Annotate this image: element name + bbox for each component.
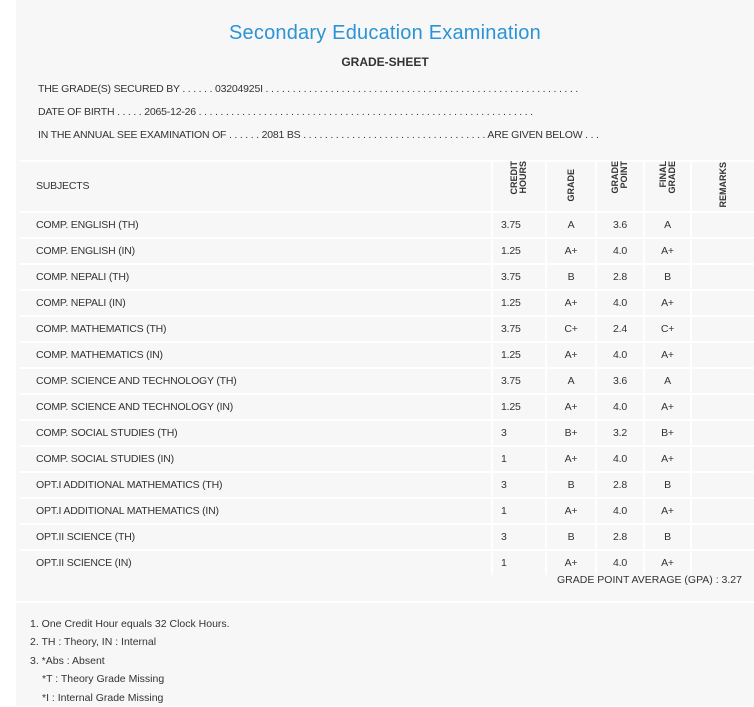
table-row <box>20 290 754 316</box>
table-row <box>20 420 754 446</box>
cell-remarks <box>691 290 754 316</box>
table-row <box>20 316 754 342</box>
header-credit-hours: CREDIT HOURS <box>509 160 528 194</box>
cell-remarks <box>691 264 754 290</box>
cell-credit-hours: 3.75 <box>492 316 546 342</box>
cell-grade: A+ <box>546 290 596 316</box>
cell-grade: B <box>546 472 596 498</box>
cell-subject: OPT.II SCIENCE (TH) <box>20 524 492 550</box>
cell-remarks <box>691 394 754 420</box>
grade-sheet-heading: GRADE-SHEET <box>341 55 429 69</box>
cell-subject: COMP. MATHEMATICS (IN) <box>20 342 492 368</box>
cell-grade-point: 3.6 <box>596 212 644 238</box>
cell-final-grade: A <box>644 212 691 238</box>
cell-grade: A <box>546 368 596 394</box>
table-row <box>20 472 754 498</box>
cell-subject: OPT.I ADDITIONAL MATHEMATICS (IN) <box>20 498 492 524</box>
cell-subject: COMP. ENGLISH (IN) <box>20 238 492 264</box>
cell-grade-point: 4.0 <box>596 290 644 316</box>
cell-grade-point: 4.0 <box>596 498 644 524</box>
table-row <box>20 524 754 550</box>
cell-remarks <box>691 472 754 498</box>
cell-credit-hours: 1.25 <box>492 238 546 264</box>
note-item: 1. One Credit Hour equals 32 Clock Hours. <box>30 618 230 630</box>
cell-credit-hours: 3.75 <box>492 368 546 394</box>
cell-final-grade: A+ <box>644 498 691 524</box>
cell-credit-hours: 1 <box>492 446 546 472</box>
cell-grade: B <box>546 524 596 550</box>
cell-remarks <box>691 446 754 472</box>
cell-credit-hours: 3 <box>492 472 546 498</box>
cell-final-grade: B <box>644 524 691 550</box>
table-row <box>20 264 754 290</box>
cell-credit-hours: 1 <box>492 550 546 575</box>
table-row <box>20 446 754 472</box>
cell-credit-hours: 3.75 <box>492 264 546 290</box>
cell-final-grade: B+ <box>644 420 691 446</box>
cell-final-grade: A+ <box>644 238 691 264</box>
table-row <box>20 238 754 264</box>
cell-subject: OPT.II SCIENCE (IN) <box>20 550 492 575</box>
cell-subject: COMP. SCIENCE AND TECHNOLOGY (TH) <box>20 368 492 394</box>
cell-grade-point: 4.0 <box>596 550 644 575</box>
divider <box>16 601 754 603</box>
cell-grade-point: 3.2 <box>596 420 644 446</box>
cell-credit-hours: 1.25 <box>492 394 546 420</box>
cell-credit-hours: 1 <box>492 498 546 524</box>
cell-remarks <box>691 212 754 238</box>
cell-final-grade: A+ <box>644 394 691 420</box>
cell-grade-point: 4.0 <box>596 446 644 472</box>
cell-final-grade: A+ <box>644 342 691 368</box>
cell-credit-hours: 1.25 <box>492 290 546 316</box>
cell-grade: A+ <box>546 342 596 368</box>
grades-table <box>20 160 754 575</box>
cell-final-grade: B <box>644 264 691 290</box>
table-row <box>20 342 754 368</box>
cell-credit-hours: 1.25 <box>492 342 546 368</box>
cell-remarks <box>691 316 754 342</box>
header-remarks: REMARKS <box>717 162 728 208</box>
cell-subject: COMP. NEPALI (IN) <box>20 290 492 316</box>
cell-final-grade: B <box>644 472 691 498</box>
cell-grade: A <box>546 212 596 238</box>
cell-final-grade: A+ <box>644 550 691 575</box>
cell-final-grade: C+ <box>644 316 691 342</box>
cell-grade-point: 4.0 <box>596 394 644 420</box>
cell-subject: OPT.I ADDITIONAL MATHEMATICS (TH) <box>20 472 492 498</box>
table-row <box>20 368 754 394</box>
note-item: *T : Theory Grade Missing <box>42 673 165 686</box>
cell-grade: B+ <box>546 420 596 446</box>
header-grade: GRADE <box>565 168 576 202</box>
cell-credit-hours: 3.75 <box>492 212 546 238</box>
cell-remarks <box>691 342 754 368</box>
cell-final-grade: A <box>644 368 691 394</box>
table-row <box>20 550 754 575</box>
cell-remarks <box>691 524 754 550</box>
note-item: 2. TH : Theory, IN : Internal <box>30 636 157 649</box>
cell-remarks <box>691 420 754 446</box>
cell-grade-point: 3.6 <box>596 368 644 394</box>
header-grade-point: GRADE POINT <box>610 160 629 194</box>
cell-grade-point: 2.8 <box>596 472 644 498</box>
cell-subject: COMP. SOCIAL STUDIES (TH) <box>20 420 492 446</box>
cell-grade: B <box>546 264 596 290</box>
cell-remarks <box>691 368 754 394</box>
cell-remarks <box>691 238 754 264</box>
cell-credit-hours: 3 <box>492 524 546 550</box>
cell-grade: A+ <box>546 238 596 264</box>
table-row <box>20 212 754 238</box>
exam-title: Secondary Education Examination <box>229 22 541 44</box>
cell-subject: COMP. SOCIAL STUDIES (IN) <box>20 446 492 472</box>
header-subjects: SUBJECTS <box>20 161 492 212</box>
table-row <box>20 498 754 524</box>
cell-grade-point: 2.8 <box>596 264 644 290</box>
note-item: 3. *Abs : Absent <box>30 654 105 667</box>
note-item: *I : Internal Grade Missing <box>42 691 164 704</box>
cell-grade: A+ <box>546 446 596 472</box>
cell-final-grade: A+ <box>644 446 691 472</box>
cell-grade: C+ <box>546 316 596 342</box>
table-header-row <box>20 161 754 212</box>
cell-credit-hours: 3 <box>492 420 546 446</box>
table-row <box>20 394 754 420</box>
cell-grade: A+ <box>546 550 596 575</box>
secured-by-line: THE GRADE(S) SECURED BY . . . . . . 03204925I . . . . . . . . . . . . . . . . . . . . . . . . . . . . . . . . . . . . . . . . . . . . . . . . . . . . . . . . . . <box>38 83 579 95</box>
cell-subject: COMP. ENGLISH (TH) <box>20 212 492 238</box>
notes <box>30 615 230 707</box>
grade-sheet-panel <box>16 0 754 706</box>
cell-grade: A+ <box>546 394 596 420</box>
cell-remarks <box>691 550 754 575</box>
header-final-grade: FINAL GRADE <box>657 160 677 194</box>
cell-subject: COMP. SCIENCE AND TECHNOLOGY (IN) <box>20 394 492 420</box>
cell-grade-point: 2.4 <box>596 316 644 342</box>
examination-line: IN THE ANNUAL SEE EXAMINATION OF . . . . . . 2081 BS . . . . . . . . . . . . . . . . . . . . . . . . . . . . . . . . . . ARE GIVEN BELOW . . . <box>38 129 599 141</box>
cell-grade-point: 2.8 <box>596 524 644 550</box>
gpa-value: GRADE POINT AVERAGE (GPA) : 3.27 <box>557 574 742 586</box>
cell-subject: COMP. MATHEMATICS (TH) <box>20 316 492 342</box>
cell-grade-point: 4.0 <box>596 342 644 368</box>
cell-grade-point: 4.0 <box>596 238 644 264</box>
cell-final-grade: A+ <box>644 290 691 316</box>
cell-grade: A+ <box>546 498 596 524</box>
cell-subject: COMP. NEPALI (TH) <box>20 264 492 290</box>
cell-remarks <box>691 498 754 524</box>
date-of-birth-line: DATE OF BIRTH . . . . . 2065-12-26 . . . . . . . . . . . . . . . . . . . . . . . . . . . . . . . . . . . . . . . . . . . . . . . . . . . . . . . . . . . . . . <box>38 106 533 118</box>
